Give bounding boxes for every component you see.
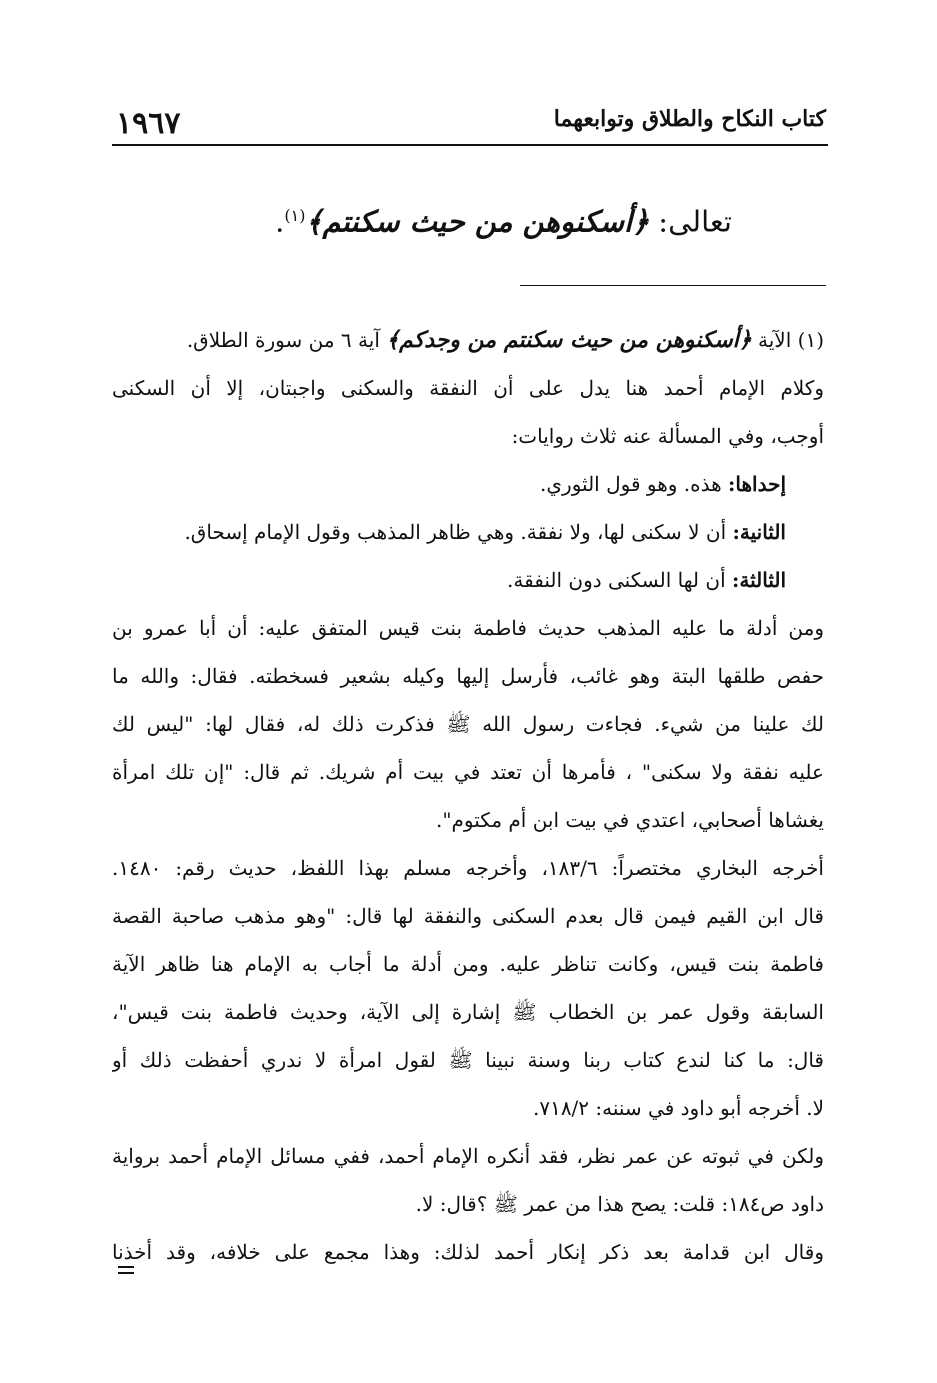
narration-label: إحداها: <box>728 472 786 496</box>
narration-label: الثانية: <box>732 520 786 544</box>
footnote-line: وكلام الإمام أحمد هنا يدل على أن النفقة والسكنى واجبتان، إلا أن السكنى <box>112 376 824 400</box>
footnote-text: هذه. وهو قول الثوري. <box>540 472 728 496</box>
footnote-line: قال ابن القيم فيمن قال بعدم السكنى والنفقة لها قال: "وهو مذهب صاحبة القصة <box>112 904 824 928</box>
footnote-text: آية ٦ من سورة الطلاق. <box>186 328 387 352</box>
footnote-number: (١) الآية <box>751 328 824 352</box>
footnote-line: داود ص١٨٤: قلت: يصح هذا من عمر ﷺ ؟قال: لا. <box>415 1192 824 1216</box>
footnote-line: أوجب، وفي المسألة عنه ثلاث روايات: <box>511 424 824 448</box>
footnote-line: حفص طلقها البتة وهو غائب، فأرسل إليها وكيله بشعير فسخطته. فقال: والله ما <box>112 664 824 688</box>
footnote-line <box>112 460 824 508</box>
footnote-line: ولكن في ثبوته عن عمر نظر، فقد أنكره الإمام أحمد، ففي مسائل الإمام أحمد برواية <box>112 1144 824 1168</box>
page-number: ١٩٦٧ <box>116 106 181 141</box>
page-header <box>112 100 828 144</box>
main-text-line <box>275 192 732 246</box>
footnote-line <box>112 508 824 556</box>
footnote-line: أخرجه البخاري مختصراً: ١٨٣/٦، وأخرجه مسلم بهذا اللفظ، حديث رقم: ١٤٨٠. <box>112 856 824 880</box>
header-divider <box>112 144 828 146</box>
footnote-line <box>112 556 824 604</box>
footnote-line: عليه نفقة ولا سكنى" ، فأمرها أن تعتد في بيت أم شريك. ثم قال: "إن تلك امرأة <box>112 760 824 784</box>
main-prefix: تعالى: <box>649 204 732 239</box>
footnotes-section <box>112 316 824 1276</box>
footnote-line: وقال ابن قدامة بعد ذكر إنكار أحمد لذلك: وهذا مجمع على خلافه، وقد أخذنا <box>112 1240 824 1264</box>
footnote-line: قال: ما كنا لندع كتاب ربنا وسنة نبينا ﷺ لقول امرأة لا ندري أحفظت ذلك أو <box>112 1048 824 1072</box>
footnote-line: يغشاها أصحابي، اعتدي في بيت ابن أم مكتوم". <box>435 808 824 832</box>
footnote-line <box>112 316 824 364</box>
footnote-line: لا. أخرجه أبو داود في سننه: ٧١٨/٢. <box>532 1096 824 1120</box>
footnote-reference: (١) <box>284 206 306 225</box>
footnote-verse: ﴿أسكنوهن من حيث سكنتم من وجدكم﴾ <box>386 327 752 353</box>
footnote-line: ومن أدلة ما عليه المذهب حديث فاطمة بنت قيس المتفق عليه: أن أبا عمرو بن <box>112 616 824 640</box>
footnote-line: لك علينا من شيء. فجاءت رسول الله ﷺ فذكرت ذلك له، فقال لها: "ليس لك <box>112 712 824 736</box>
main-suffix: . <box>275 204 285 239</box>
footnote-divider <box>520 285 826 286</box>
footnote-line: السابقة وقول عمر بن الخطاب ﷺ إشارة إلى الآية، وحديث فاطمة بنت قيس"، <box>112 1000 824 1024</box>
running-title: كتاب النكاح والطلاق وتوابعهما <box>553 106 826 132</box>
narration-label: الثالثة: <box>731 568 786 592</box>
continuation-mark <box>118 1266 134 1268</box>
footnote-line: فاطمة بنت قيس، وكانت تناظر عليه. ومن أدلة ما أجاب به الإمام هنا ظاهر الآية <box>112 952 824 976</box>
quran-verse: ﴿أسكنوهن من حيث سكنتم﴾ <box>305 204 650 239</box>
footnote-text: أن لا سكنى لها، ولا نفقة. وهي ظاهر المذهب وقول الإمام إسحاق. <box>184 520 733 544</box>
footnote-text: أن لها السكنى دون النفقة. <box>507 568 732 592</box>
